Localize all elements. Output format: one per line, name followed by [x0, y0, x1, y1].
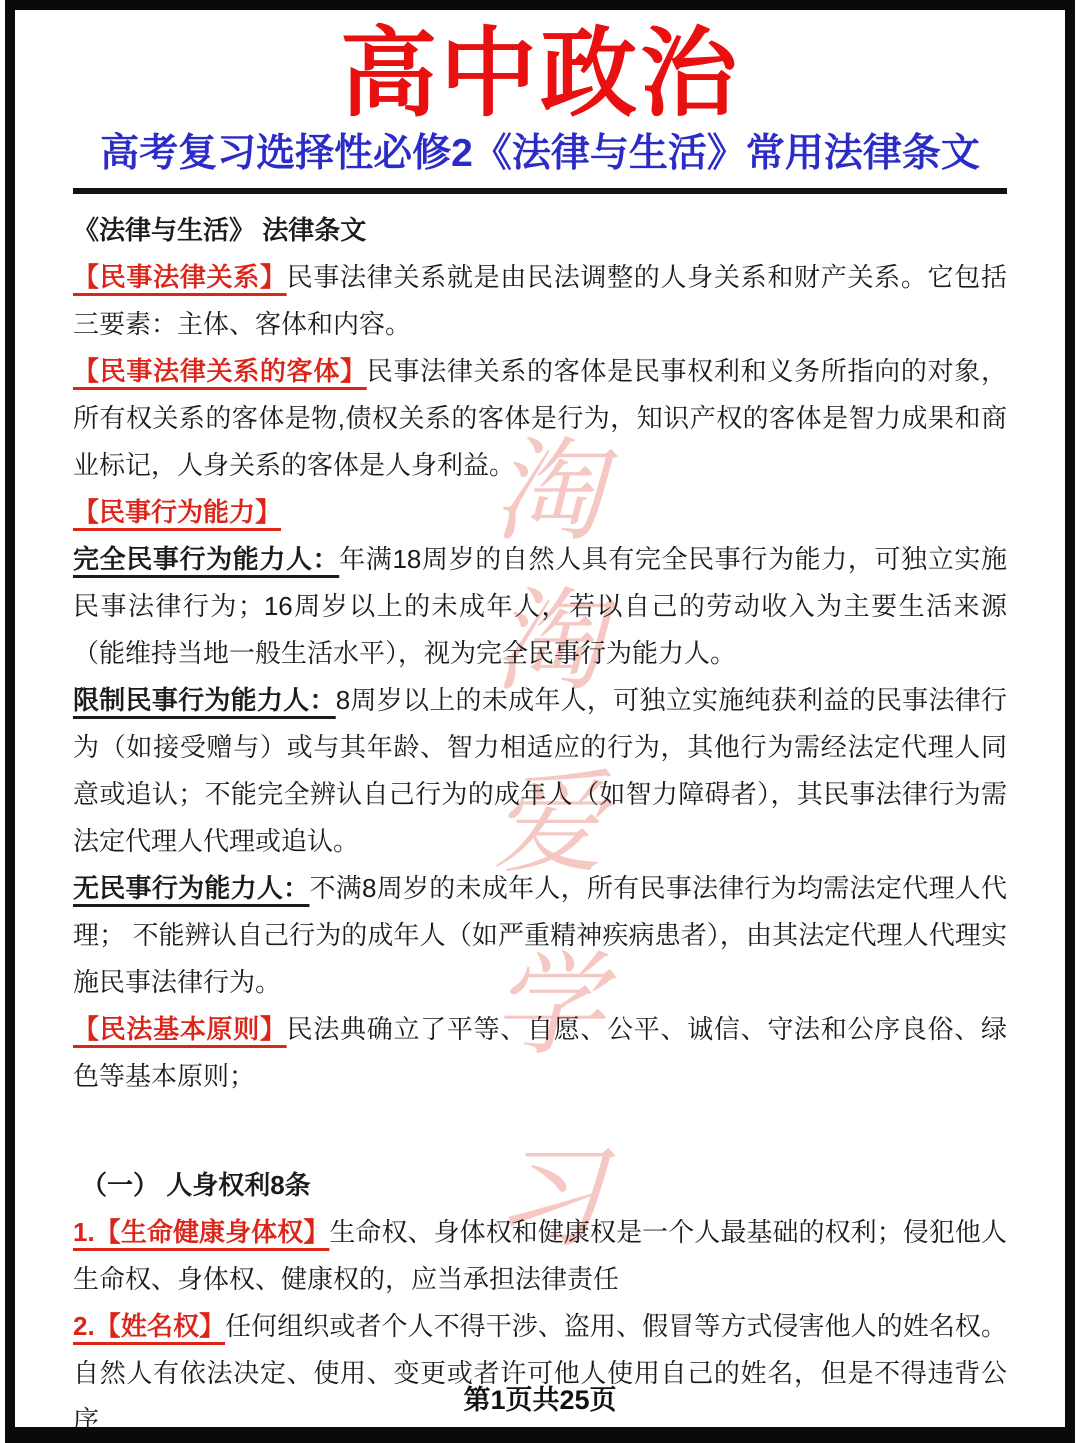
section-heading: [73, 1162, 1007, 1209]
text-run: 不满8周岁的未成年人，所有民事法律行为均需法定代理人代理； 不能辨认自己行为的成年人（如严重精神疾病患者），由其法定代理人代理实施民事法律行为。: [73, 872, 1007, 997]
text-run: 任何组织或者个人不得干涉、盗用、假冒等方式侵害他人的姓名权。自然人有依法决定、使用、变更或者许可他人使用自己的姓名，但是不得违背公序: [73, 1310, 1007, 1435]
page-subtitle: 高考复习选择性必修2《法律与生活》常用法律条文: [100, 131, 980, 175]
heading-text: （一） 人身权利8条: [81, 1169, 311, 1200]
watermark-char: 学: [492, 941, 604, 1071]
term-label: 【民事行为能力】: [73, 496, 282, 527]
watermark-char: 爱: [492, 759, 604, 889]
text-run: 民事法律关系的客体是民事权利和义务所指向的对象，所有权关系的客体是物,债权关系的客体是行为，知识产权的客体是智力成果和商业标记，人身关系的客体是人身利益。: [73, 355, 1007, 480]
watermark-char: 淘: [492, 577, 604, 707]
document-body: [73, 207, 1007, 1443]
term-label: 【民法基本原则】: [73, 1013, 287, 1044]
watermark-char: 淘: [492, 427, 604, 557]
text-run: 民事法律关系就是由民法调整的人身关系和财产关系。它包括三要素：主体、客体和内容。: [73, 261, 1007, 339]
title-divider: [73, 188, 1007, 194]
text-run: 年满18周岁的自然人具有完全民事行为能力，可独立实施民事法律行为；16周岁以上的未成年人，若以自己的劳动收入为主要生活来源（能维持当地一般生活水平），视为完全民事行为能力人。: [73, 543, 1007, 668]
text-run: 民法典确立了平等、自愿、公平、诚信、守法和公序良俗、绿色等基本原则；: [73, 1013, 1007, 1091]
paragraph: [73, 536, 1007, 677]
page-content: [73, 20, 1007, 1443]
term-label: 1.【生命健康身体权】: [73, 1216, 330, 1247]
paragraph: [73, 677, 1007, 865]
term-label: 限制民事行为能力人：: [73, 684, 336, 715]
text-run: 生命权、身体权和健康权是一个人最基础的权利；侵犯他人生命权、身体权、健康权的，应当承担法律责任: [73, 1216, 1007, 1294]
text-run: 8周岁以上的未成年人，可独立实施纯获利益的民事法律行为（如接受赠与）或与其年龄、智力相适应的行为，其他行为需经法定代理人同意或追认；不能完全辨认自己行为的成年人（如智力障碍者），其民事法律行为需法定代理人代理或追认。: [73, 684, 1007, 856]
paragraph: [73, 1006, 1007, 1100]
paragraph: [73, 348, 1007, 489]
paragraph: [73, 1303, 1007, 1443]
term-label: 完全民事行为能力人：: [73, 543, 340, 574]
watermark-char: 习: [492, 1133, 604, 1263]
paragraph: [73, 1209, 1007, 1303]
page-title: 高中政治: [340, 19, 740, 128]
page-number: 第1页共25页: [463, 1385, 617, 1415]
term-label: 无民事行为能力人：: [73, 872, 310, 903]
term-label: 【民事法律关系的客体】: [73, 355, 367, 386]
doc-heading: [73, 207, 1007, 254]
paragraph: [73, 254, 1007, 348]
term-label: 【民事法律关系】: [73, 261, 287, 292]
paragraph: [73, 489, 1007, 536]
term-label: 2.【姓名权】: [73, 1310, 226, 1341]
paragraph: [73, 865, 1007, 1006]
heading-text: 《法律与生活》 法律条文: [73, 214, 367, 245]
